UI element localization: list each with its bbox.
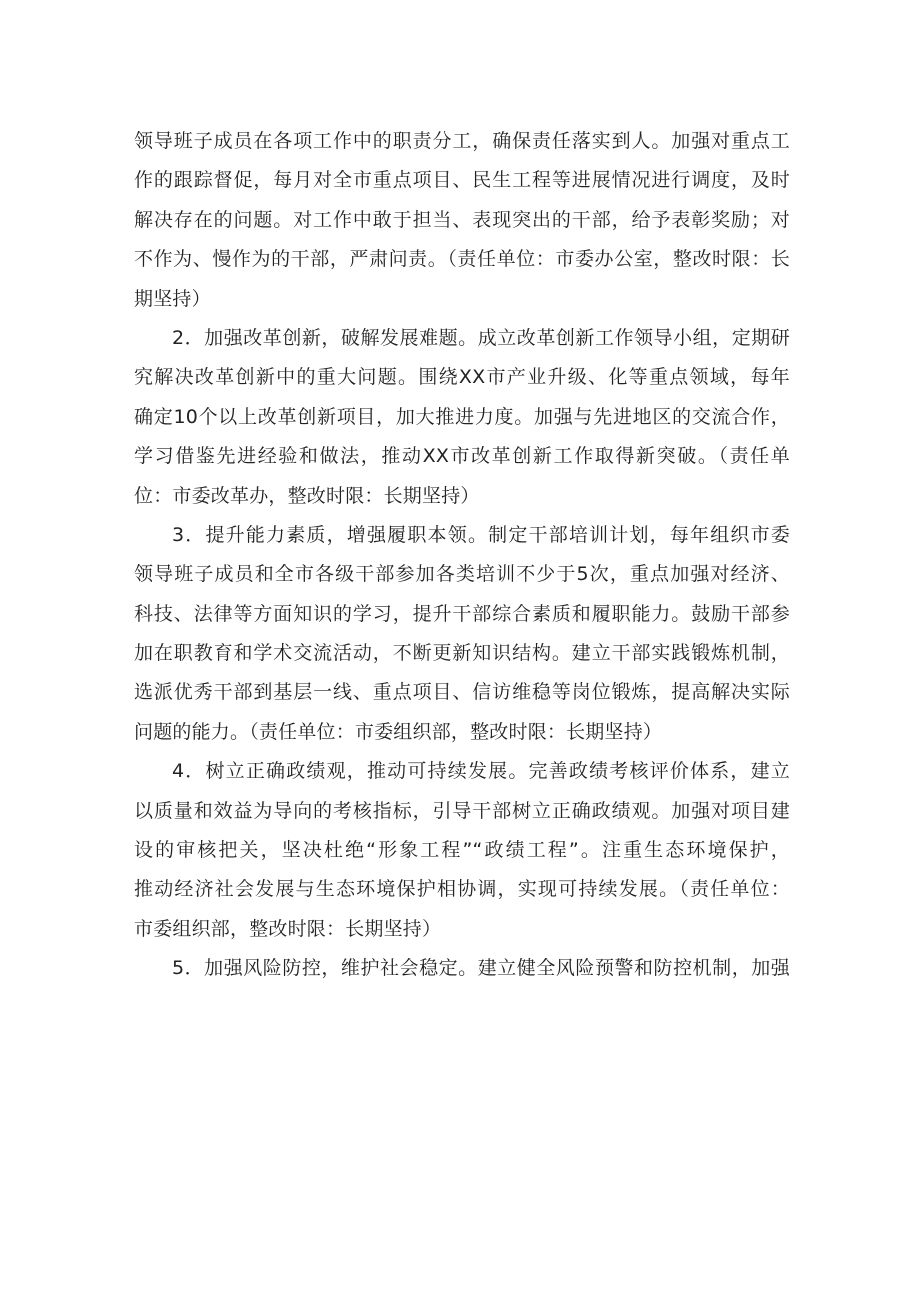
text-line: 领导班子成员和全市各级干部参加各类培训不少于5次，重点加强对经济、 [134,563,790,586]
text-line: 究解决改革创新中的重大问题。围绕XX市产业升级、化等重点领域，每年 [134,366,790,389]
text-line: 加在职教育和学术交流活动，不断更新知识结构。建立干部实践锻炼机制， [134,642,790,665]
paragraph-5 [134,949,790,988]
text-line: 确定10个以上改革创新项目，加大推进力度。加强与先进地区的交流合作， [134,405,790,428]
paragraph-1 [134,122,790,319]
text-line: 以质量和效益为导向的考核指标，引导干部树立正确政绩观。加强对项目建 [134,799,790,822]
text-line: 3．提升能力素质，增强履职本领。制定干部培训计划，每年组织市委 [172,523,790,546]
text-line: 解决存在的问题。对工作中敢于担当、表现突出的干部，给予表彰奖励；对 [134,208,790,231]
text-line: 4．树立正确政绩观，推动可持续发展。完善政绩考核评价体系，建立 [172,760,790,783]
text-line: 学习借鉴先进经验和做法，推动XX市改革创新工作取得新突破。（责任单 [134,445,790,468]
text-line: 期坚持） [134,287,211,310]
text-line: 问题的能力。（责任单位：市委组织部，整改时限：长期坚持） [134,720,663,743]
text-line: 市委组织部，整改时限：长期坚持） [134,917,442,940]
document-body [134,122,790,989]
paragraph-3 [134,516,790,752]
text-line: 不作为、慢作为的干部，严肃问责。（责任单位：市委办公室，整改时限：长 [134,248,790,271]
text-line: 2．加强改革创新，破解发展难题。成立改革创新工作领导小组，定期研 [172,326,790,349]
paragraph-4 [134,752,790,949]
text-line: 领导班子成员在各项工作中的职责分工，确保责任落实到人。加强对重点工 [134,130,790,152]
text-line: 科技、法律等方面知识的学习，提升干部综合素质和履职能力。鼓励干部参 [134,602,790,625]
text-line: 5．加强风险防控，维护社会稳定。建立健全风险预警和防控机制，加强 [172,957,790,980]
text-line: 设的审核把关，坚决杜绝“形象工程”“政绩工程”。注重生态环境保护， [134,839,790,862]
text-line: 作的跟踪督促，每月对全市重点项目、民生工程等进展情况进行调度，及时 [134,169,790,192]
paragraph-2 [134,319,790,516]
text-line: 选派优秀干部到基层一线、重点项目、信访维稳等岗位锻炼，提高解决实际 [134,681,790,704]
text-line: 推动经济社会发展与生态环境保护相协调，实现可持续发展。（责任单位： [134,878,790,901]
text-line: 位：市委改革办，整改时限：长期坚持） [134,484,480,507]
